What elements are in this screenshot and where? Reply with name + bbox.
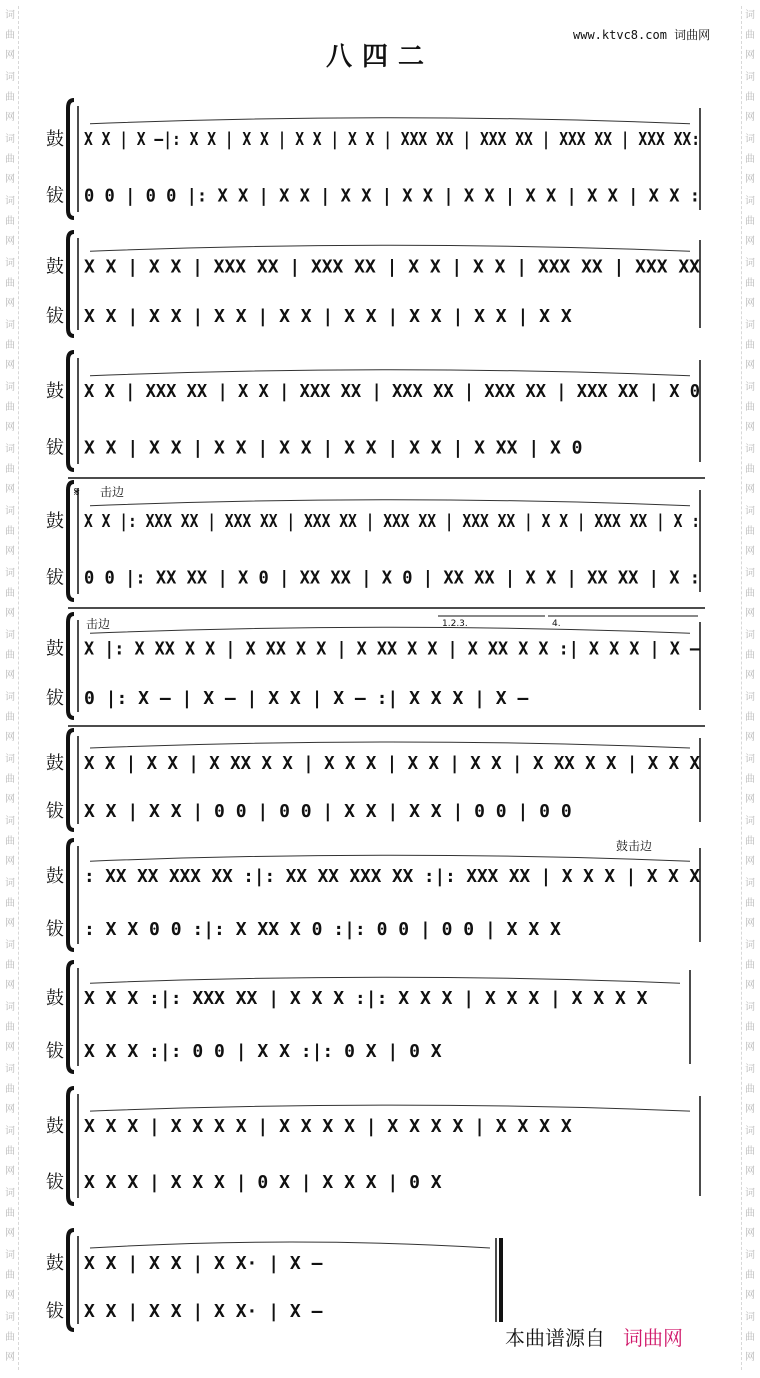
slur-arc [90,245,690,251]
cymbal-notation-row: : X X 0 0 :|: X XX X 0 :|: 0 0 | 0 0 | X X X [84,919,561,940]
side-watermark-text: 词曲网 [745,506,755,557]
side-watermark-text: 词曲网 [5,506,15,557]
system-bracket [68,1230,74,1330]
instrument-label-drum: 鼓 [46,1116,64,1138]
side-watermark-text: 词曲网 [745,1312,755,1363]
instrument-label-cymbal: 钹 [46,567,64,589]
side-watermark-text: 词曲网 [5,878,15,929]
instrument-label-cymbal: 钹 [46,1171,64,1193]
cymbal-notation-row: X X X | X X X | 0 X | X X X | 0 X [84,1171,442,1193]
instrument-label-drum: 鼓 [46,753,64,774]
volta-2: 4. [552,619,561,629]
side-watermark-text: 词曲网 [745,692,755,743]
slur-arc [90,1242,490,1248]
drum-notation-row: X X |: XXX XX | XXX XX | XXX XX | XXX XX | XXX XX | X X | XXX XX | X : [84,510,700,532]
instrument-label-drum: 鼓 [46,866,64,888]
system-bracket [68,352,74,470]
side-watermark-text: 词曲网 [745,320,755,371]
instrument-label-drum: 鼓 [46,510,64,532]
side-watermark-text: 词曲网 [5,1312,15,1363]
system-bracket [68,730,74,830]
drum-notation-row: X X | X X | XXX XX | XXX XX | X X | X X | XXX XX | XXX XX [84,256,701,278]
system-bracket [68,232,74,336]
instrument-label-cymbal: 钹 [46,306,64,328]
side-watermark-text: 词曲网 [745,196,755,247]
side-watermark-text: 词曲网 [5,1188,15,1239]
instrument-label-cymbal: 钹 [46,801,64,822]
source-footer [505,1322,683,1351]
side-watermark-text: 词曲网 [745,1002,755,1053]
drum-notation-row: : XX XX XXX XX :|: XX XX XXX XX :|: XXX XX | X X X | X X X [84,866,701,888]
playing-mark: 鼓击边 [616,839,653,853]
cymbal-notation-row: X X X :|: 0 0 | X X :|: 0 X | 0 X [84,1041,442,1062]
brand-link[interactable]: 词曲网 [623,1326,683,1350]
side-watermark-text: 词曲网 [745,382,755,433]
side-watermark-text: 词曲网 [745,630,755,681]
instrument-label-cymbal: 钹 [46,1041,64,1062]
playing-mark: 击边 [100,485,125,499]
side-watermark-text: 词曲网 [5,816,15,867]
side-watermark-text: 词曲网 [5,754,15,805]
slur-arc [90,977,680,983]
side-watermark-text: 词曲网 [745,1250,755,1301]
system-bracket [68,840,74,950]
cymbal-notation-row: X X | X X | X X | X X | X X | X X | X XX | X 0 [84,437,583,459]
system-bracket [68,614,74,718]
drum-notation-row: X |: X XX X X | X XX X X | X XX X X | X XX X X :| X X X | X – [84,638,701,660]
source-label: 本曲谱源自 [505,1326,605,1350]
side-watermark-text: 词曲网 [5,1126,15,1177]
side-watermark-text: 词曲网 [5,692,15,743]
side-watermark-text: 词曲网 [5,630,15,681]
volta-1: 1.2.3. [442,619,468,629]
slur-arc [90,855,690,861]
drum-notation-row: X X X :|: XXX XX | X X X :|: X X X | X X X | X X X X [84,988,648,1010]
drum-notation-row: X X X | X X X X | X X X X | X X X X | X X X X [84,1116,572,1138]
side-watermark-text: 词曲网 [5,258,15,309]
side-watermark-text: 词曲网 [745,816,755,867]
playing-mark: 击边 [86,617,111,631]
side-watermark-text: 词曲网 [745,878,755,929]
side-watermark-text: 词曲网 [745,1126,755,1177]
system-bracket [68,962,74,1072]
instrument-label-cymbal: 钹 [46,1301,64,1322]
instrument-label-cymbal: 钹 [46,437,64,459]
cymbal-notation-row: 0 0 | 0 0 |: X X | X X | X X | X X | X X | X X | X X | X X : [84,185,700,207]
side-watermark-text: 词曲网 [5,10,15,61]
instrument-label-drum: 鼓 [46,256,64,278]
drum-notation-row: X X | X X | X X· | X – [84,1253,323,1274]
cymbal-notation-row: 0 0 |: XX XX | X 0 | XX XX | X 0 | XX XX | X X | XX XX | X : [84,567,700,589]
instrument-label-cymbal: 钹 [46,688,64,710]
side-watermark-text: 词曲网 [5,134,15,185]
side-watermark-text: 词曲网 [5,196,15,247]
drum-notation-row: X X | X –|: X X | X X | X X | X X | XXX XX | XXX XX | XXX XX | XXX XX: [84,128,700,150]
side-watermark-text: 词曲网 [5,568,15,619]
instrument-label-drum: 鼓 [46,638,64,660]
side-watermark-text: 词曲网 [745,754,755,805]
side-watermark-text: 词曲网 [745,10,755,61]
side-watermark-text: 词曲网 [5,1002,15,1053]
side-watermark-text: 词曲网 [745,1188,755,1239]
instrument-label-cymbal: 钹 [46,185,64,207]
cymbal-notation-row: X X | X X | X X· | X – [84,1301,323,1322]
slur-arc [90,627,690,633]
side-watermark-text: 词曲网 [5,320,15,371]
slur-arc [90,1105,690,1111]
site-watermark: www.ktvc8.com 词曲网 [573,28,711,42]
slur-arc [90,370,690,376]
system-bracket [68,1088,74,1204]
side-watermark-text: 词曲网 [5,444,15,495]
slur-arc [90,500,690,506]
instrument-label-drum: 鼓 [46,1253,64,1274]
side-watermark-text: 词曲网 [745,72,755,123]
side-watermark-text: 词曲网 [745,258,755,309]
slur-arc [90,118,690,124]
instrument-label-drum: 鼓 [46,988,64,1010]
instrument-label-drum: 鼓 [46,380,64,402]
side-watermark-text: 词曲网 [5,940,15,991]
segno-sign: 𝄋 [74,485,80,500]
side-watermark-text: 词曲网 [745,444,755,495]
cymbal-notation-row: X X | X X | X X | X X | X X | X X | X X | X X [84,306,572,328]
cymbal-notation-row: X X | X X | 0 0 | 0 0 | X X | X X | 0 0 | 0 0 [84,801,572,822]
instrument-label-drum: 鼓 [46,128,64,150]
drum-notation-row: X X | X X | X XX X X | X X X | X X | X X | X XX X X | X X X [84,753,701,774]
instrument-label-cymbal: 钹 [46,919,64,940]
system-bracket [68,100,74,218]
side-watermark-text: 词曲网 [745,568,755,619]
side-watermark-text: 词曲网 [5,1250,15,1301]
cymbal-notation-row: 0 |: X – | X – | X X | X – :| X X X | X – [84,688,529,710]
side-watermark-text: 词曲网 [5,72,15,123]
song-title: 八四二 [325,42,434,72]
side-watermark-text: 词曲网 [5,382,15,433]
side-watermark-text: 词曲网 [5,1064,15,1115]
drum-notation-row: X X | XXX XX | X X | XXX XX | XXX XX | XXX XX | XXX XX | X 0 [84,380,700,402]
side-watermark-text: 词曲网 [745,940,755,991]
side-watermark-text: 词曲网 [745,134,755,185]
slur-arc [90,742,690,748]
side-watermark-text: 词曲网 [745,1064,755,1115]
